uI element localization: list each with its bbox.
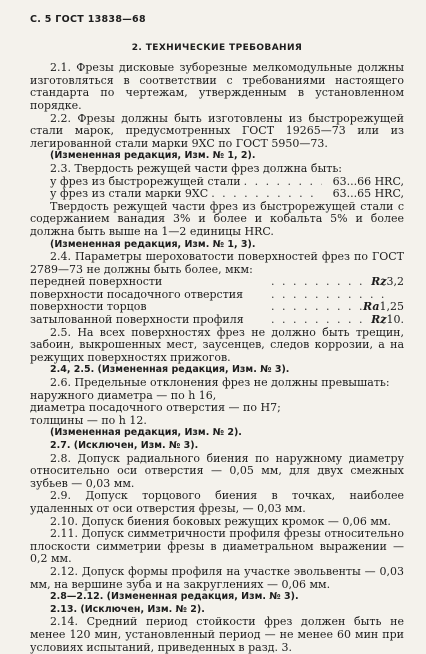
tolerance-line: диаметра посадочного отверстия — по H7; bbox=[30, 401, 281, 415]
amendment-note-2-8-2-12: 2.8—2.12. (Измененная редакция, Изм. № 3). bbox=[50, 591, 299, 603]
tolerance-line: толщины — по h 12. bbox=[30, 413, 147, 427]
hardness-row-value: 63...66 HRC, bbox=[332, 174, 404, 188]
roughness-row-value: 3,2 bbox=[386, 275, 404, 289]
clause-2-2: 2.2. Фрезы должны быть изготовлены из быстрорежущей стали марок, предусмотренных ГОСТ 19265—73 или из легированной стали марки 9ХС по ГОСТ 5950—73. bbox=[30, 111, 404, 150]
hardness-row-label: у фрез из стали марки 9ХС bbox=[50, 187, 209, 201]
section-title: 2. ТЕХНИЧЕСКИЕ ТРЕБОВАНИЯ bbox=[131, 42, 303, 53]
amendment-note-2-2: (Измененная редакция, Изм. № 1, 2). bbox=[50, 150, 256, 162]
clause-2-5: 2.5. На всех поверхностях фрез не должно быть трещин, забоин, выкрошенных мест, заусенцев, следов коррозии, а на режущих поверхностях прижогов. bbox=[30, 325, 404, 364]
clause-2-1: 2.1. Фрезы дисковые зуборезные мелкомодульные должны изготовляться в соответствии с требованиями настоящего стандарта по чертежам, утвержденным в установленном порядке. bbox=[30, 61, 404, 112]
clause-2-3-intro: 2.3. Твердость режущей части фрез должна быть: bbox=[50, 161, 343, 175]
clause-2-12: 2.12. Допуск формы профиля на участке эвольвенты — 0,03 мм, на вершине зуба и на закруглениях — 0,06 мм. bbox=[30, 564, 404, 591]
leader-dots bbox=[268, 314, 371, 327]
clause-2-7: 2.7. (Исключен, Изм. № 3). bbox=[50, 440, 199, 451]
roughness-row-symbol: Rz bbox=[371, 313, 387, 327]
hardness-row-value: 63...65 HRC, bbox=[332, 187, 404, 201]
amendment-note-2-3: (Измененная редакция, Изм. № 1, 3). bbox=[50, 238, 256, 250]
amendment-note-2-6: (Измененная редакция, Изм. № 2). bbox=[50, 427, 242, 439]
amendment-note-2-4-2-5: 2.4, 2.5. (Измененная редакция, Изм. № 3). bbox=[50, 364, 290, 376]
clause-2-4-intro: 2.4. Параметры шероховатости поверхностей фрез по ГОСТ 2789—73 не должны быть более, мкм: bbox=[30, 250, 404, 276]
clause-2-3-text: Твердость режущей части фрез из быстрорежущей стали с содержанием ванадия 3% и более и кобальта 5% и более должна быть выше на 1—2 единицы HRC. bbox=[30, 199, 404, 238]
clause-2-9: 2.9. Допуск торцового биения в точках, наиболее удаленных от оси отверстия фрезы, — 0,03 мм. bbox=[30, 489, 404, 515]
roughness-row-value: 1,25 bbox=[379, 300, 404, 314]
running-header: С. 5 ГОСТ 13838—68 bbox=[30, 14, 146, 25]
clause-2-13: 2.13. (Исключен, Изм. № 2). bbox=[50, 603, 205, 615]
hardness-row bbox=[30, 188, 404, 201]
clause-2-14: 2.14. Средний период стойкости фрез должен быть не менее 120 мин, установленный период — не менее 60 мин при условиях испытаний, приведенных в разд. 3. bbox=[30, 615, 404, 654]
roughness-row-label: затылованной поверхности профиля bbox=[30, 313, 244, 327]
clause-2-10: 2.10. Допуск биения боковых режущих кромок — 0,06 мм. bbox=[50, 514, 391, 528]
leader-dots bbox=[208, 188, 322, 201]
roughness-row-value: 10. bbox=[386, 313, 404, 327]
clause-2-6-intro: 2.6. Предельные отклонения фрез не должны превышать: bbox=[50, 376, 390, 390]
leader-dots bbox=[241, 176, 322, 189]
clause-2-8: 2.8. Допуск радиального биения по наружному диаметру относительно оси отверстия — 0,05 мм, для двух смежных зубьев — 0,03 мм. bbox=[30, 451, 404, 490]
tolerance-line: наружного диаметра — по h 16, bbox=[30, 388, 217, 402]
roughness-row-symbol: Rz bbox=[371, 275, 387, 289]
leader-dots bbox=[268, 276, 371, 289]
roughness-row-label: поверхности посадочного отверстия bbox=[30, 287, 244, 301]
roughness-row-label: передней поверхности bbox=[30, 275, 163, 289]
roughness-row bbox=[30, 314, 404, 327]
hardness-row-label: у фрез из быстрорежущей стали bbox=[50, 174, 241, 188]
roughness-row bbox=[30, 276, 404, 289]
leader-dots bbox=[268, 301, 363, 314]
roughness-row-symbol: Ra bbox=[362, 300, 380, 314]
clause-2-11: 2.11. Допуск симметричности профиля фрезы относительно плоскости симметрии фрезы в диаметральном выражении — 0,2 мм. bbox=[30, 527, 404, 566]
roughness-row-label: поверхности торцов bbox=[30, 300, 147, 314]
